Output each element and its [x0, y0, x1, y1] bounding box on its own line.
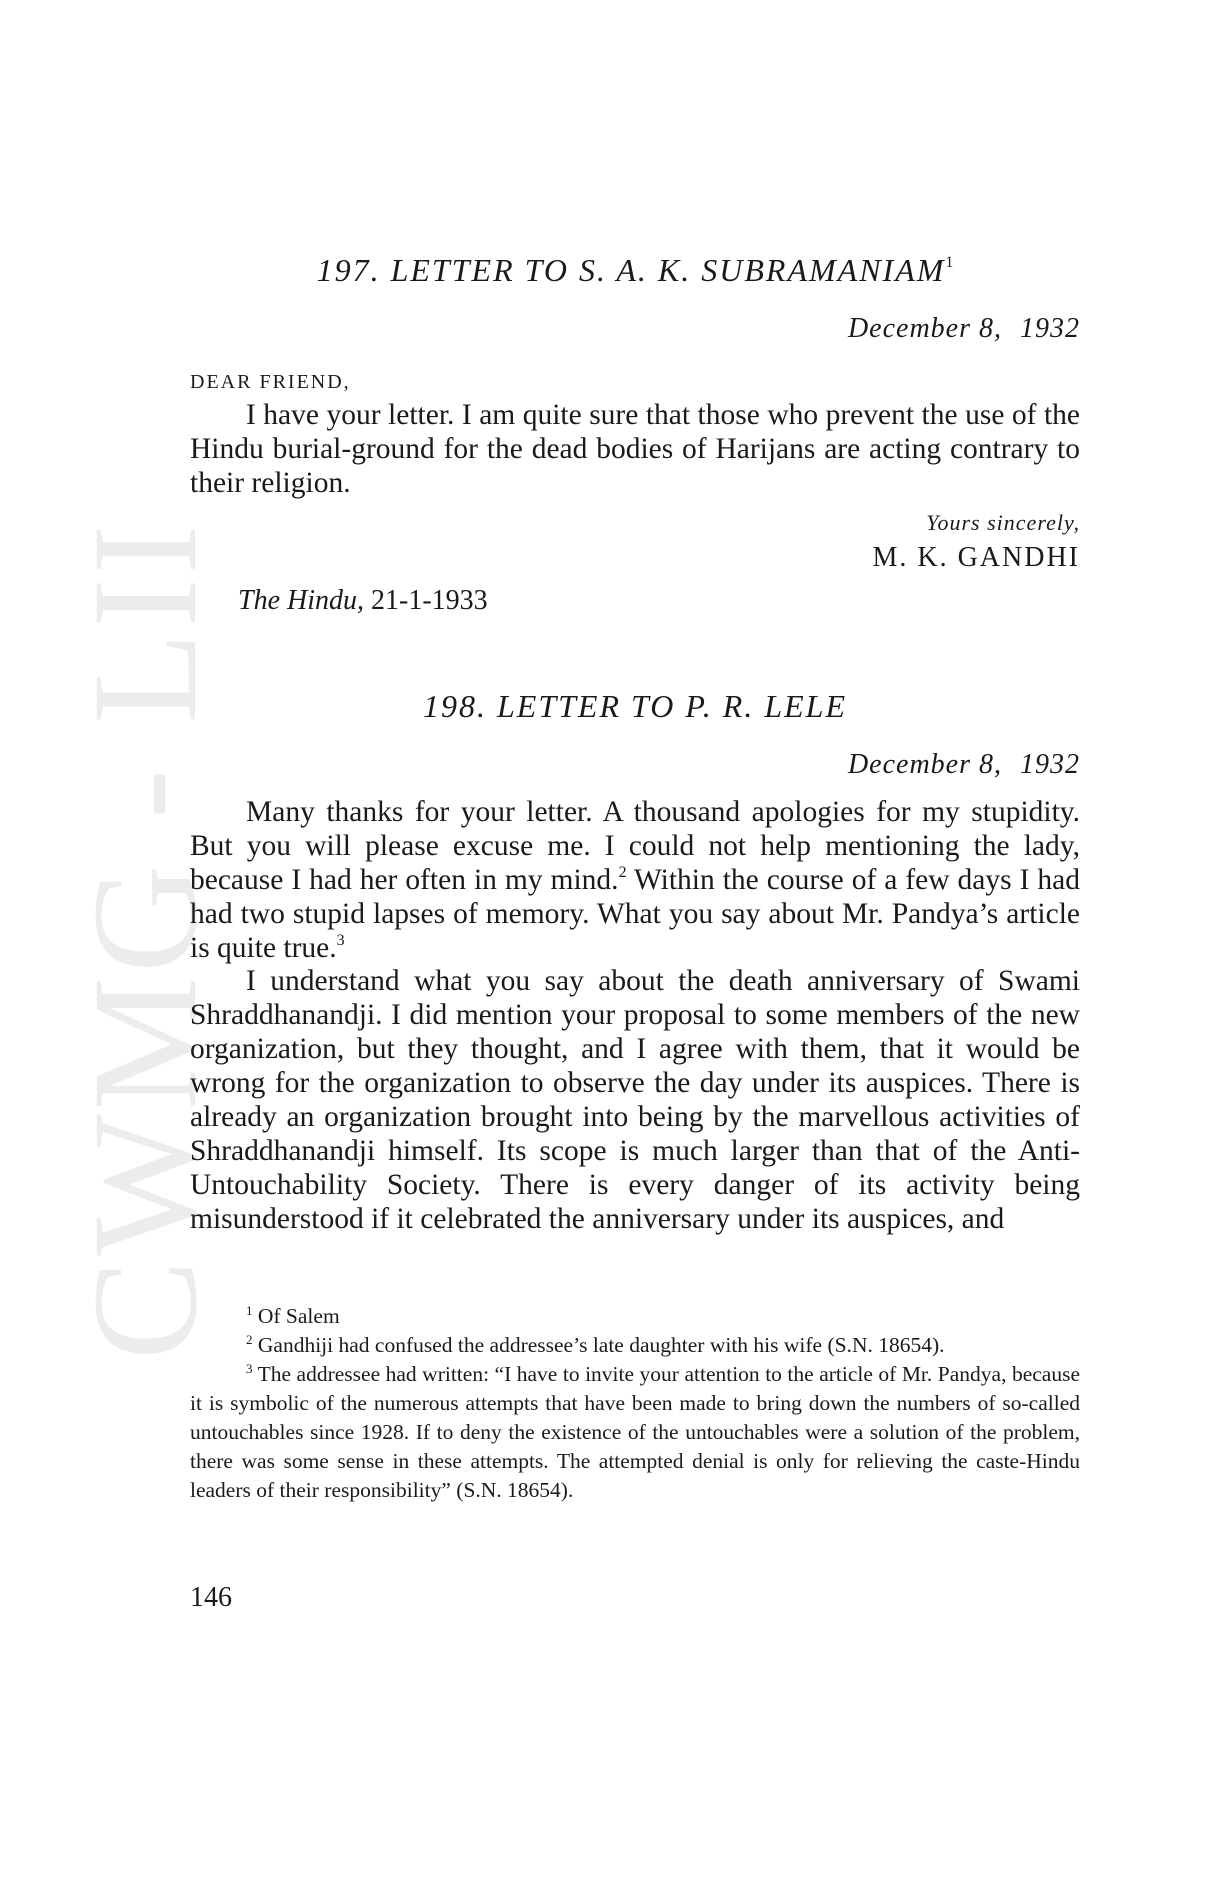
footnote-3	[190, 1360, 1080, 1505]
date-year: 1932	[1020, 313, 1080, 344]
signature: M. K. GANDHI	[872, 542, 1080, 573]
cwmg-watermark: CWMG - LII	[62, 520, 228, 1360]
letter-197-body: I have your letter. I am quite sure that those who prevent the use of the Hindu burial-ground for the dead bodies of Harijans are acting contrary to their religion.	[190, 399, 1080, 499]
letter-number: 198.	[422, 688, 487, 724]
footnote-ref: 1	[945, 254, 954, 271]
paragraph-text: Many thanks for your letter. A thousand apologies for my stupidity. But you will please excuse me. I could not help mentioning the lady, because I had her often in my mind.	[190, 796, 1080, 896]
letter-198-date	[848, 749, 1080, 781]
letter-197-date	[848, 313, 1080, 345]
paragraph-text: Within the course of a few days I had had two stupid lapses of memory. What you say about Mr. Pandya’s article is quite true.	[190, 864, 1080, 964]
footnote-text: Of Salem	[257, 1304, 340, 1328]
footnote-number: 1	[246, 1303, 253, 1318]
letter-198-paragraph-2: I understand what you say about the death anniversary of Swami Shraddhanandji. I did mention your proposal to some members of the new organization, but they thought, and I agree with them, that it would be wrong for the organization to observe the day under its auspices. There is already an organization brought into being by the marvellous activities of Shraddhanandji himself. Its scope is much larger than that of the Anti-Untouchability Society. There is every danger of its activity being misunderstood if it celebrated the anniversary under its auspices, and	[190, 965, 1080, 1235]
footnote-ref: 3	[336, 932, 345, 949]
letter-198-paragraph-1	[190, 795, 1080, 965]
letter-197-heading	[190, 252, 1080, 289]
letter-title: LETTER TO P. R. LELE	[496, 688, 847, 724]
source-date: 21-1-1933	[371, 585, 488, 616]
salutation: DEAR FRIEND,	[190, 371, 351, 393]
date-day: December 8,	[847, 749, 1002, 780]
footnote-text: Gandhiji had confused the addressee’s late daughter with his wife (S.N. 18654).	[257, 1333, 945, 1357]
letter-number: 197.	[316, 252, 381, 288]
date-year: 1932	[1020, 749, 1080, 780]
source-publication: The Hindu,	[238, 585, 364, 616]
footnote-number: 3	[246, 1361, 253, 1376]
yours-sincerely: Yours sincerely,	[926, 510, 1080, 535]
letter-197-closing	[872, 510, 1080, 574]
footnotes	[190, 1302, 1080, 1505]
footnote-1	[190, 1302, 1080, 1331]
footnote-number: 2	[246, 1332, 253, 1347]
letter-title: LETTER TO S. A. K. SUBRAMANIAM	[390, 252, 946, 288]
page-number: 146	[190, 1582, 232, 1613]
footnote-ref: 2	[618, 864, 627, 881]
letter-198-heading	[190, 688, 1080, 725]
footnote-2	[190, 1331, 1080, 1360]
date-day: December 8,	[847, 313, 1002, 344]
letter-197-source	[238, 585, 488, 617]
footnote-text: The addressee had written: “I have to invite your attention to the article of Mr. Pandya, because it is symbolic of the numerous attempts that have been made to bring down the numbers of so-called untouchables since 1928. If to deny the existence of the untouchables were a solution of the problem, there was some sense in these attempts. The attempted denial is only for relieving the caste-Hindu leaders of their responsibility” (S.N. 18654).	[190, 1362, 1080, 1502]
